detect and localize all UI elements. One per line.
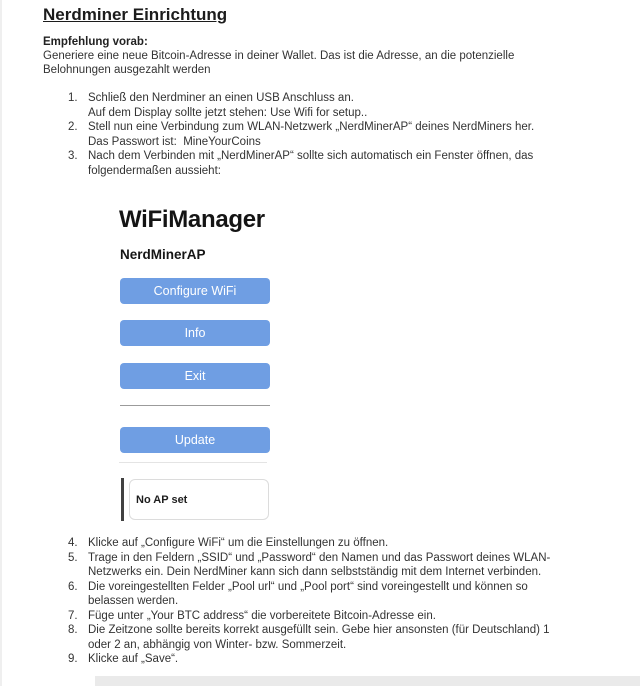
step-line: Das Passwort ist: MineYourCoins bbox=[88, 135, 261, 148]
step-number: 2. bbox=[68, 121, 78, 133]
step-text bbox=[88, 120, 628, 149]
update-button[interactable]: Update bbox=[120, 427, 270, 453]
step-item bbox=[68, 580, 628, 609]
divider bbox=[120, 405, 270, 406]
step-number: 3. bbox=[68, 150, 78, 162]
step-number: 4. bbox=[68, 537, 78, 549]
step-item bbox=[68, 609, 628, 624]
step-text bbox=[88, 580, 628, 609]
step-line: folgendermaßen aussieht: bbox=[88, 164, 221, 177]
page-edge-shadow bbox=[95, 676, 640, 686]
step-text bbox=[88, 91, 628, 120]
step-text bbox=[88, 536, 628, 551]
step-text bbox=[88, 609, 628, 624]
divider-faint bbox=[119, 462, 267, 463]
step-item bbox=[68, 536, 628, 551]
step-line: Klicke auf „Save“. bbox=[88, 653, 179, 665]
step-number: 8. bbox=[68, 624, 78, 636]
step-line: Klicke auf „Configure WiFi“ um die Einstellungen zu öffnen. bbox=[88, 537, 389, 549]
status-left-bar bbox=[121, 478, 124, 521]
step-line: Trage in den Feldern „SSID“ und „Password“ den Namen und das Passwort deines WLAN- bbox=[88, 551, 551, 564]
step-item bbox=[68, 120, 628, 149]
status-message: No AP set bbox=[136, 493, 188, 506]
intro-paragraph bbox=[43, 50, 514, 77]
step-text bbox=[88, 551, 628, 580]
step-text bbox=[88, 149, 628, 178]
recommendation-heading: Empfehlung vorab: bbox=[43, 36, 148, 48]
step-item bbox=[68, 91, 628, 120]
info-button[interactable]: Info bbox=[120, 320, 270, 346]
setup-steps-4-9 bbox=[68, 536, 628, 667]
step-item bbox=[68, 551, 628, 580]
intro-line: Belohnungen ausgezahlt werden bbox=[43, 63, 211, 76]
no-ap-status-box bbox=[129, 479, 269, 520]
step-text bbox=[88, 623, 628, 652]
ap-name: NerdMinerAP bbox=[120, 247, 206, 262]
step-line: Netzwerks ein. Dein NerdMiner kann sich dann selbstständig mit dem Internet verbinden. bbox=[88, 566, 542, 578]
setup-steps-1-3 bbox=[68, 91, 628, 178]
step-line: Auf dem Display sollte jetzt stehen: Use Wifi for setup.. bbox=[88, 106, 368, 119]
step-item bbox=[68, 652, 628, 667]
step-number: 5. bbox=[68, 551, 78, 564]
step-number: 9. bbox=[68, 653, 78, 665]
page-edge-left bbox=[0, 0, 2, 686]
step-item bbox=[68, 149, 628, 178]
step-line: Füge unter „Your BTC address“ die vorbereitete Bitcoin-Adresse ein. bbox=[88, 609, 436, 622]
step-line: Die voreingestellten Felder „Pool url“ und „Pool port“ sind voreingestellt und können so bbox=[88, 580, 528, 593]
step-line: Stell nun eine Verbindung zum WLAN-Netzwerk „NerdMinerAP“ deines NerdMiners her. bbox=[88, 121, 535, 133]
step-number: 6. bbox=[68, 580, 78, 593]
step-line: Nach dem Verbinden mit „NerdMinerAP“ sollte sich automatisch ein Fenster öffnen, das bbox=[88, 150, 534, 162]
step-number: 1. bbox=[68, 92, 78, 104]
step-number: 7. bbox=[68, 609, 78, 622]
step-line: Schließ den Nerdminer an einen USB Anschluss an. bbox=[88, 92, 354, 104]
step-line: belassen werden. bbox=[88, 595, 179, 607]
step-line: Die Zeitzone sollte bereits korrekt ausgefüllt sein. Gebe hier ansonsten (für Deutschland) 1 bbox=[88, 624, 550, 636]
step-item bbox=[68, 623, 628, 652]
intro-line: Generiere eine neue Bitcoin-Adresse in deiner Wallet. Das ist die Adresse, an die potenzielle bbox=[43, 50, 515, 62]
wifimanager-title: WiFiManager bbox=[119, 206, 265, 233]
exit-button[interactable]: Exit bbox=[120, 363, 270, 389]
page-title: Nerdminer Einrichtung bbox=[43, 5, 228, 24]
step-line: oder 2 an, abhängig von Winter- bzw. Sommerzeit. bbox=[88, 638, 347, 651]
configure-wifi-button[interactable]: Configure WiFi bbox=[120, 278, 270, 304]
step-text bbox=[88, 652, 628, 667]
